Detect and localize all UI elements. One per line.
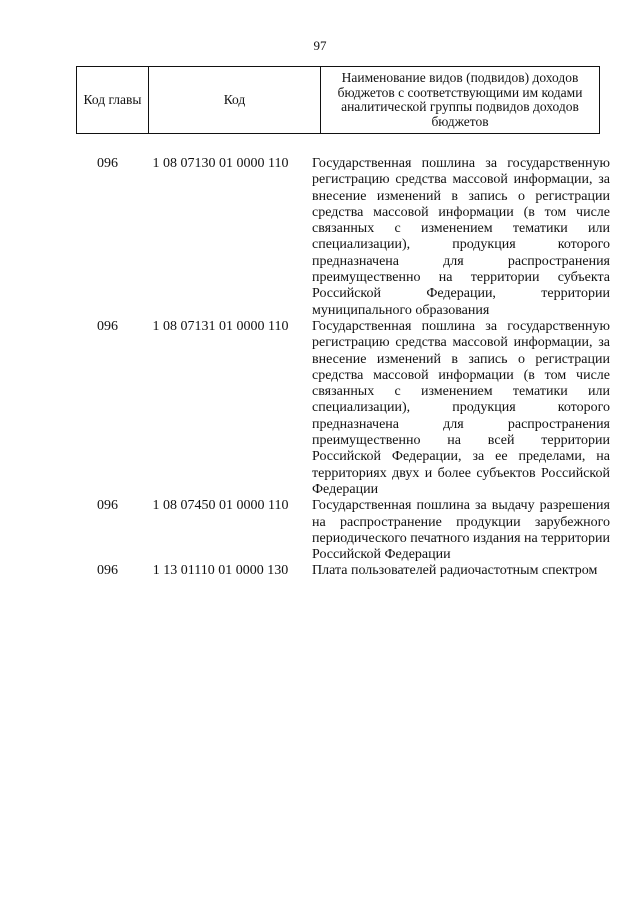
chapter-code-cell: 096 <box>97 498 118 514</box>
chapter-code-cell: 096 <box>97 156 118 171</box>
chapter-code-cell: 096 <box>97 563 118 579</box>
income-code-cell: 1 08 07131 01 0000 110 <box>152 318 289 334</box>
table-row <box>76 156 612 319</box>
header-chapter-code: Код главы <box>77 67 149 134</box>
table-header <box>76 66 600 134</box>
table-row <box>76 498 612 563</box>
income-code-cell: 1 08 07130 01 0000 110 <box>152 156 289 171</box>
page-number: 97 <box>313 38 327 53</box>
income-code-cell: 1 13 01110 01 0000 130 <box>152 563 289 579</box>
income-name-cell: Государственная пошлина за выдачу разрешения на распространение продукции зарубежного периодического печатного издания на территории Российской Федерации <box>312 498 610 563</box>
income-name-cell: Государственная пошлина за государственную регистрацию средства массовой информации, за внесение изменений в запись о регистрации средства массовой информации (в том числе связанных с изменением тематики или специализации), продукция которого предназначена для распространения преимущественно на всей территории Российской Федерации, за ее пределами, на территориях двух и более субъектов Российской Федерации <box>312 318 610 497</box>
header-code: Код <box>149 67 321 134</box>
table-row <box>76 563 612 579</box>
table-row <box>76 319 612 498</box>
chapter-code-cell: 096 <box>97 318 118 334</box>
income-name-cell: Государственная пошлина за государственную регистрацию средства массовой информации, за внесение изменений в запись о регистрации средства массовой информации (в том числе связанных с изменением тематики или специализации), продукция которого предназначена для распространения преимущественно на территории субъекта Российской Федерации, территории муниципального образования <box>312 156 610 318</box>
header-name: Наименование видов (подвидов) доходов бюджетов с соответствующими им кодами аналитической группы подвидов доходов бюджетов <box>321 67 600 134</box>
header-row <box>77 67 600 134</box>
income-code-cell: 1 08 07450 01 0000 110 <box>152 498 289 514</box>
income-name-cell: Плата пользователей радиочастотным спектром <box>312 563 598 579</box>
income-codes-table <box>76 156 612 580</box>
